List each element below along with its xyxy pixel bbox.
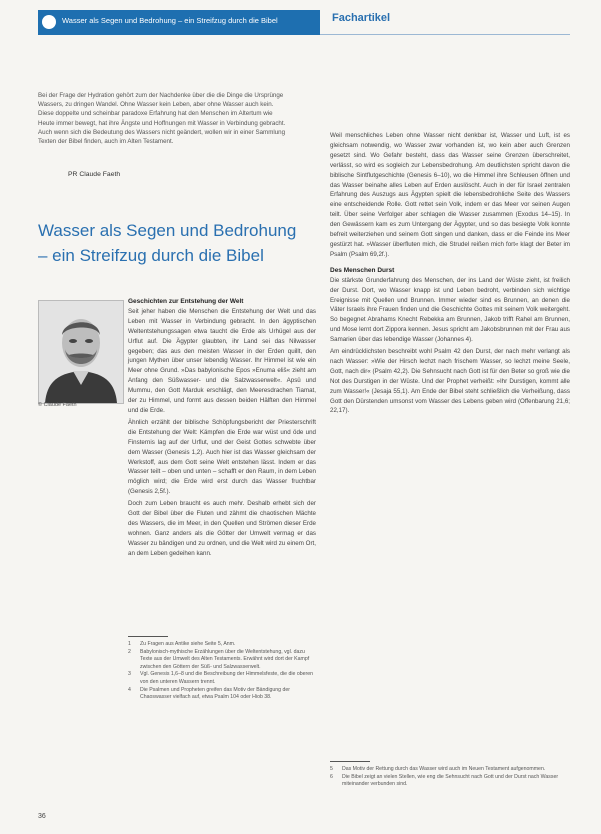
portrait-image <box>39 301 123 403</box>
column-right <box>330 131 570 418</box>
footnote-number: 1 <box>128 641 131 647</box>
footnote <box>330 766 570 774</box>
paragraph: Seit jeher haben die Menschen die Entstehung der Welt und das Leben mit Wasser in Verbindung gebracht. In den ägyptischen Weltentstehungssagen etwa taucht die Erde als Urhügel aus der Urflut auf. Die Ägypter glaubten, ihr Land sei das Nilwasser gegeben; das aus den meisten Wasser in der Erden quillt, den jungen Mythen über unser lebendig Wasser. Ihr Himmel ist wie ein Meer ohne Grund. »Das babylonische Epos »Enuma eliš« zieht am Anfang den Süßwasser- und die Salzwasserwelt«. Apsû und Mummu, den Gott Marduk erschlägt, den Meeresdrachen Tiamat, der zu Himmel, und formt aus dessen beiden Hälften den Himmel und die Erde. <box>128 307 316 414</box>
footnote <box>128 649 316 672</box>
section-heading: Geschichten zur Entstehung der Welt <box>128 298 244 305</box>
footnote-text: Vgl. Genesis 1,6–8 und die Beschreibung der Himmelsfeste, die die oberen von den unteren Wassern trennt. <box>140 671 314 685</box>
footnote-number: 3 <box>128 671 131 678</box>
footnote <box>128 671 316 686</box>
footnote-text: Die Bibel zeigt an vielen Stellen, wie eng die Sehnsucht nach Gott und der Durst nach Wasser miteinander verbunden sind. <box>342 773 559 788</box>
header-bar <box>38 10 320 35</box>
paragraph: Am eindrücklichsten beschreibt wohl Psalm 42 den Durst, der nach mehr verlangt als nach Wasser: »Wie der Hirsch lechzt nach frischem Wasser, so lechzt meine Seele, Gott, nach dir« (Psalm 42,2). Die Sehnsucht nach Gott ist für den Beter so groß wie die Not des Durstigen in der Wüste. Und der Prophet verheißt: »Ihr Durstigen, kommt alle zum Wasser!« (Jesaja 55,1). Am Ende der Bibel steht schließlich die Verheißung, dass Gott den Dürstenden umsonst vom Wasser des Lebens geben wird (Offenbarung 21,6; 22,17). <box>330 348 570 415</box>
footnote <box>128 641 316 649</box>
footnote <box>128 687 316 702</box>
footnote-number: 5 <box>330 766 333 772</box>
paragraph: Weil menschliches Leben ohne Wasser nicht denkbar ist, Wasser und Luft, ist es gleichsam notwendig, wo Wasser zwar vorhanden ist, wo kein aber auch Grenzen gesetzt sind. Wo Gefahr besteht, dass das Wasser seine Grenzen überschreitet, verlässt, so wird es sogleich zur Lebensbedrohung. Am deutlichsten spricht davon die biblische Sintflutgeschichte (Genesis 6–10), wo die Himmel ihre Schleusen öffnen und das Wasser beinahe alles Leben auf Erden auslöscht. Auch in der für Israel zentralen Erfahrung des Auszugs aus Ägypten spielt die lebensbedrohliche Seite des Wassers eine entscheidende Rolle. Gott rettet sein Volk, indem er das Meer vor seinen Augen teilt. Über seine Verfolger aber schlagen die Wasser zusammen (Exodus 14–15). In den Gewässern kam es zum Untergang der Ägypter, und so das besiegte Volk konnte befreit weiterziehen und seinem Gott singen und danken, dass er die Feinde ins Meer gestürzt hat. »Wasser überfluten mich, die Strudel reißen mich fort« klagt der Beter im Psalm (Psalm 69,2f.). <box>330 132 570 258</box>
footnote-number: 6 <box>330 773 333 780</box>
footnote <box>330 774 570 789</box>
column-left <box>128 297 316 561</box>
footnote-rule <box>128 636 168 637</box>
footnote-text: Babylonisch-mythische Erzählungen über die Weltentstehung, vgl. dazu Texte aus der Umwelt des Alten Testaments. Erwähnt wird dort der Kampf zwischen den Göttern der Süß- und Salzwasserwelt. <box>140 648 310 670</box>
article-title: Wasser als Segen und Bedrohung – ein Streifzug durch die Bibel <box>38 221 297 265</box>
paragraph: Die stärkste Grunderfahrung des Menschen, der ins Land der Wüste zieht, ist freilich der Durst. Dort, wo Wasser knapp ist und Leben bedroht, verbinden sich wichtige Ereignisse mit Quellen und Brunnen. Immer wieder sind es Brunnen, an denen die Väter Israels ihre Frauen finden und die Geschichte Gottes mit seinem Volk weitergeht. So begegnet Abrahams Knecht Rebekka am Brunnen, Jakob trifft Rahel am Brunnen, und Mose lernt dort Zippora kennen. Jesus spricht am Jakobsbrunnen mit der Frau aus Samarien über das lebendige Wasser (Johannes 4). <box>330 276 570 344</box>
author-photo <box>38 300 124 404</box>
footnote-number: 4 <box>128 686 131 693</box>
footnote-text: Die Psalmen und Propheten greifen das Motiv der Bändigung der Chaoswasser vielfach auf, etwa Psalm 104 oder Hiob 38. <box>140 686 290 701</box>
running-header-title: Wasser als Segen und Bedrohung – ein Streifzug durch die Bibel <box>62 16 278 25</box>
paragraph: Ähnlich erzählt der biblische Schöpfungsbericht der Priesterschrift die Entstehung der Welt: Kämpfen die Erde war wüst und öde und Finsternis lag auf der Urflut, und der Geist Gottes schwebte über dem Wasser (Genesis 1,2). Auch hier ist das Wasser gleichsam der Werkstoff, aus dem Gott seine Welt entstehen lässt. Indem er das Wasser teilt – oben und unten – schafft er den Raum, in dem Leben möglich wird; die Erde wird erst durch das Wasser fruchtbar (Genesis 2,5f.). <box>128 418 316 496</box>
paragraph: Doch zum Leben braucht es auch mehr. Deshalb erhebt sich der Gott der Bibel über die Fluten und zähmt die chaotischen Mächte des Wassers, die im Meer, in den Quellen und Strömen dieser Erde wohnen. Ganz anders als die Götter der Umwelt vermag er das Wasser zu bändigen und zu ordnen, und die Welt wird zu einem Ort, an dem Leben gedeihen kann. <box>128 500 316 557</box>
footnote-text: Das Motiv der Rettung durch das Wasser wird auch im Neuen Testament aufgenommen. <box>342 766 546 772</box>
bullet-icon <box>42 15 56 29</box>
footnotes-left <box>128 641 316 702</box>
footnote-rule <box>330 761 370 762</box>
photo-caption: © Claude Faeth <box>38 402 77 408</box>
intro-text: Bei der Frage der Hydration gehört zum der Nachdenke über die die Dinge die Ursprünge Wassers, zu dringen Wandel. Ohne Wasser kein Leben, aber ohne Wasser auch kein. Diese doppelte und scheinbar paradoxe Erfahrung hat den Menschen im Altertum wie Heute immer bewegt, hat ihre Ängste und Hoffnungen mit Wasser in Verbindung gebracht. Auch wenn sich die Bedeutung des Wassers nicht geändert, wollen wir in einer Sammlung Texten der Bibel finden, auch im Alten Testament. <box>38 92 286 146</box>
page-number: 36 <box>38 813 46 820</box>
section-label: Fachartikel <box>332 12 391 24</box>
footnote-number: 2 <box>128 648 131 655</box>
header-rule <box>320 34 570 35</box>
footnote-text: Zu Fragen aus Antike siehe Seite 5, Anm. <box>140 641 236 647</box>
footnotes-right <box>330 766 570 789</box>
section-heading: Des Menschen Durst <box>330 266 395 274</box>
author-name: PR Claude Faeth <box>68 171 121 178</box>
